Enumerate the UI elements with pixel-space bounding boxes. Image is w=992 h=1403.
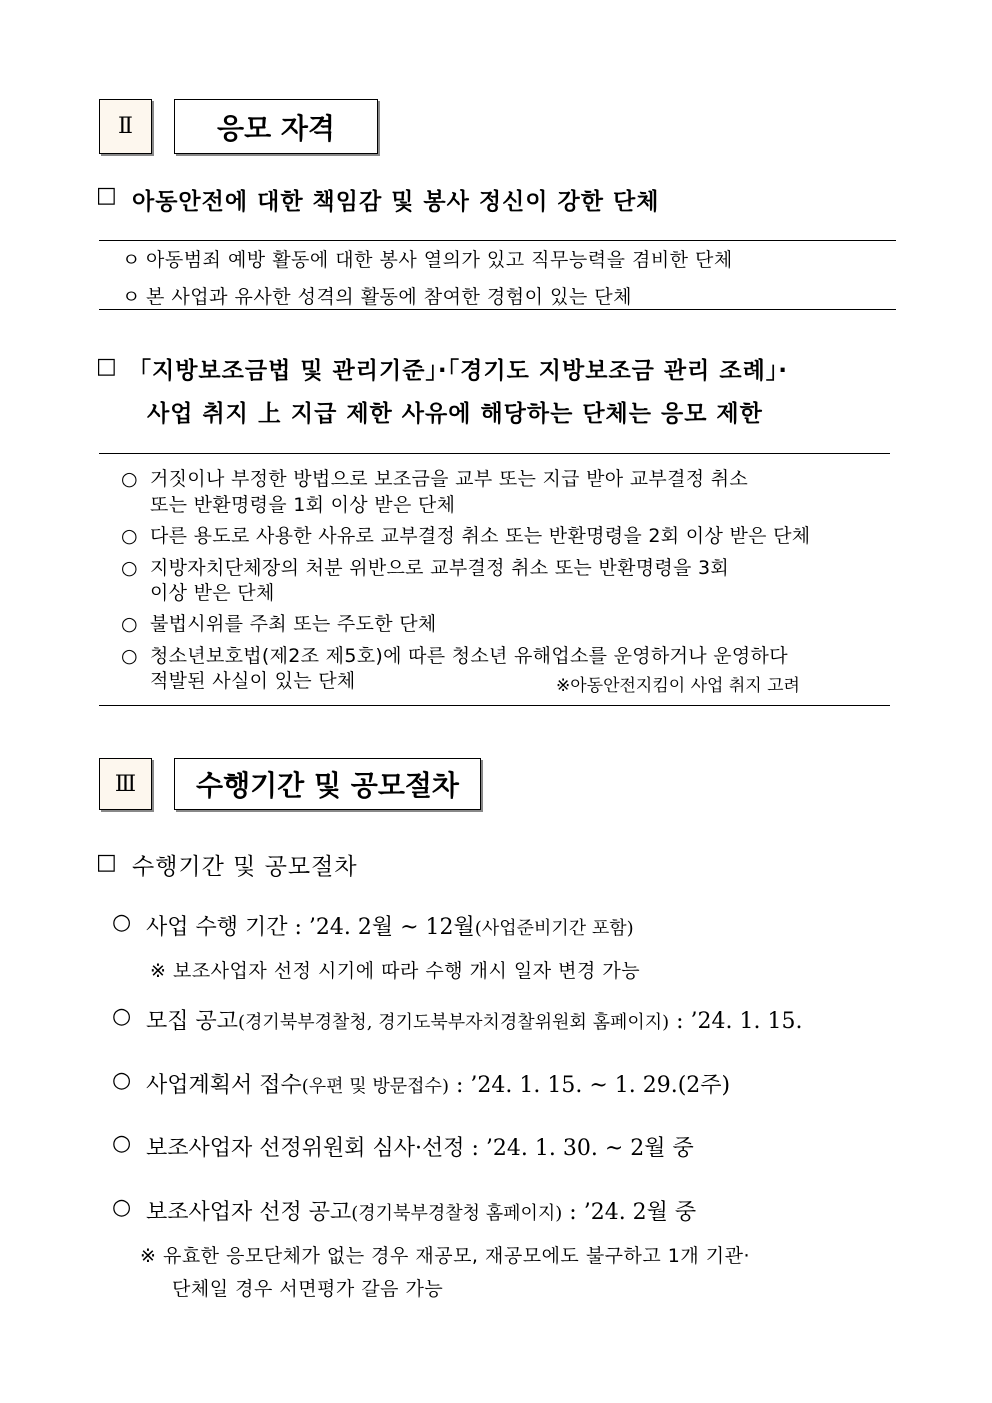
final-note-line2: 단체일 경우 서면평가 갈음 가능 [172,1278,444,1300]
restriction-item-5-note: ※아동안전지킴이 사업 취지 고려 [556,676,800,696]
square-bullet: □ [96,850,117,875]
eligibility-heading-1: 아동안전에 대한 책임감 및 봉사 정신이 강한 단체 [132,189,660,215]
restriction-item-5-line1: 청소년보호법(제2조 제5호)에 따른 청소년 유해업소를 운영하거나 운영하다 [150,645,788,667]
eligibility-item-1: 아동범죄 예방 활동에 대한 봉사 열의가 있고 직무능력을 겸비한 단체 [146,249,733,271]
section-number-2: Ⅱ [99,99,152,154]
restriction-item-2: 다른 용도로 사용한 사유로 교부결정 취소 또는 반환명령을 2회 이상 받은 단체 [150,525,811,547]
divider [99,453,890,454]
section-title-2: 응모 자격 [174,99,378,154]
procedure-item-announcement [146,1004,803,1035]
circle-bullet: ○ [112,1195,132,1220]
submission-method: (우편 및 방문접수) [301,1076,449,1097]
eligibility-item-2: 본 사업과 유사한 성격의 활동에 참여한 경험이 있는 단체 [146,286,632,308]
section-number-3: Ⅲ [99,758,152,810]
square-bullet: □ [96,183,117,208]
circle-bullet: ○ [112,1068,132,1093]
restriction-item-1-line1: 거짓이나 부정한 방법으로 보조금을 교부 또는 지급 받아 교부결정 취소 [150,468,749,490]
small-circle-bullet: ㅇ [122,249,141,271]
circle-bullet: ○ [121,557,138,579]
procedure-heading: 수행기간 및 공모절차 [132,854,358,880]
procedure-item-period [146,910,634,941]
circle-bullet: ○ [121,525,138,547]
announcement-channel: (경기북부경찰청, 경기도북부자치경찰위원회 홈페이지) [238,1012,670,1033]
divider [99,240,896,241]
circle-bullet: ○ [121,468,138,490]
square-bullet: □ [96,354,117,379]
circle-bullet: ○ [112,1131,132,1156]
selection-channel: (경기북부경찰청 홈페이지) [351,1203,563,1224]
final-note-line1: ※ 유효한 응모단체가 없는 경우 재공모, 재공모에도 불구하고 1개 기관· [140,1245,751,1267]
procedure-item-selection [146,1195,696,1226]
period-text: 사업 수행 기간 : ’24. 2월 ~ 12월 [146,915,475,940]
selection-date: : ’24. 2월 중 [562,1200,697,1225]
restriction-item-3-line1: 지방자치단체장의 처분 위반으로 교부결정 취소 또는 반환명령을 3회 [150,557,730,579]
procedure-item-submission [146,1068,730,1099]
section-title-3: 수행기간 및 공모절차 [174,758,481,810]
announcement-date: : ’24. 1. 15. [669,1009,803,1034]
divider [99,705,890,706]
restriction-item-1-line2: 또는 반환명령을 1회 이상 받은 단체 [150,494,456,516]
small-circle-bullet: ㅇ [122,286,141,308]
restriction-heading-line1: 「지방보조금법 및 관리기준」·「경기도 지방보조금 관리 조례」· [128,358,789,384]
procedure-item-review: 보조사업자 선정위원회 심사·선정 : ’24. 1. 30. ~ 2월 중 [146,1136,694,1161]
submission-date: : ’24. 1. 15. ~ 1. 29.(2주) [448,1073,731,1098]
restriction-item-3-line2: 이상 받은 단체 [150,582,275,604]
period-note: ※ 보조사업자 선정 시기에 따라 수행 개시 일자 변경 가능 [150,960,641,982]
period-note-inline: (사업준비기간 포함) [474,918,634,939]
selection-text: 보조사업자 선정 공고 [146,1200,352,1225]
announcement-text: 모집 공고 [146,1009,239,1034]
restriction-item-5-line2: 적발된 사실이 있는 단체 [150,670,356,692]
circle-bullet: ○ [121,645,138,667]
submission-text: 사업계획서 접수 [146,1073,302,1098]
circle-bullet: ○ [112,1004,132,1029]
divider [99,309,896,310]
restriction-heading-line2: 사업 취지 上 지급 제한 사유에 해당하는 단체는 응모 제한 [147,401,763,427]
circle-bullet: ○ [112,910,132,935]
circle-bullet: ○ [121,613,138,635]
restriction-item-4: 불법시위를 주최 또는 주도한 단체 [150,613,437,635]
